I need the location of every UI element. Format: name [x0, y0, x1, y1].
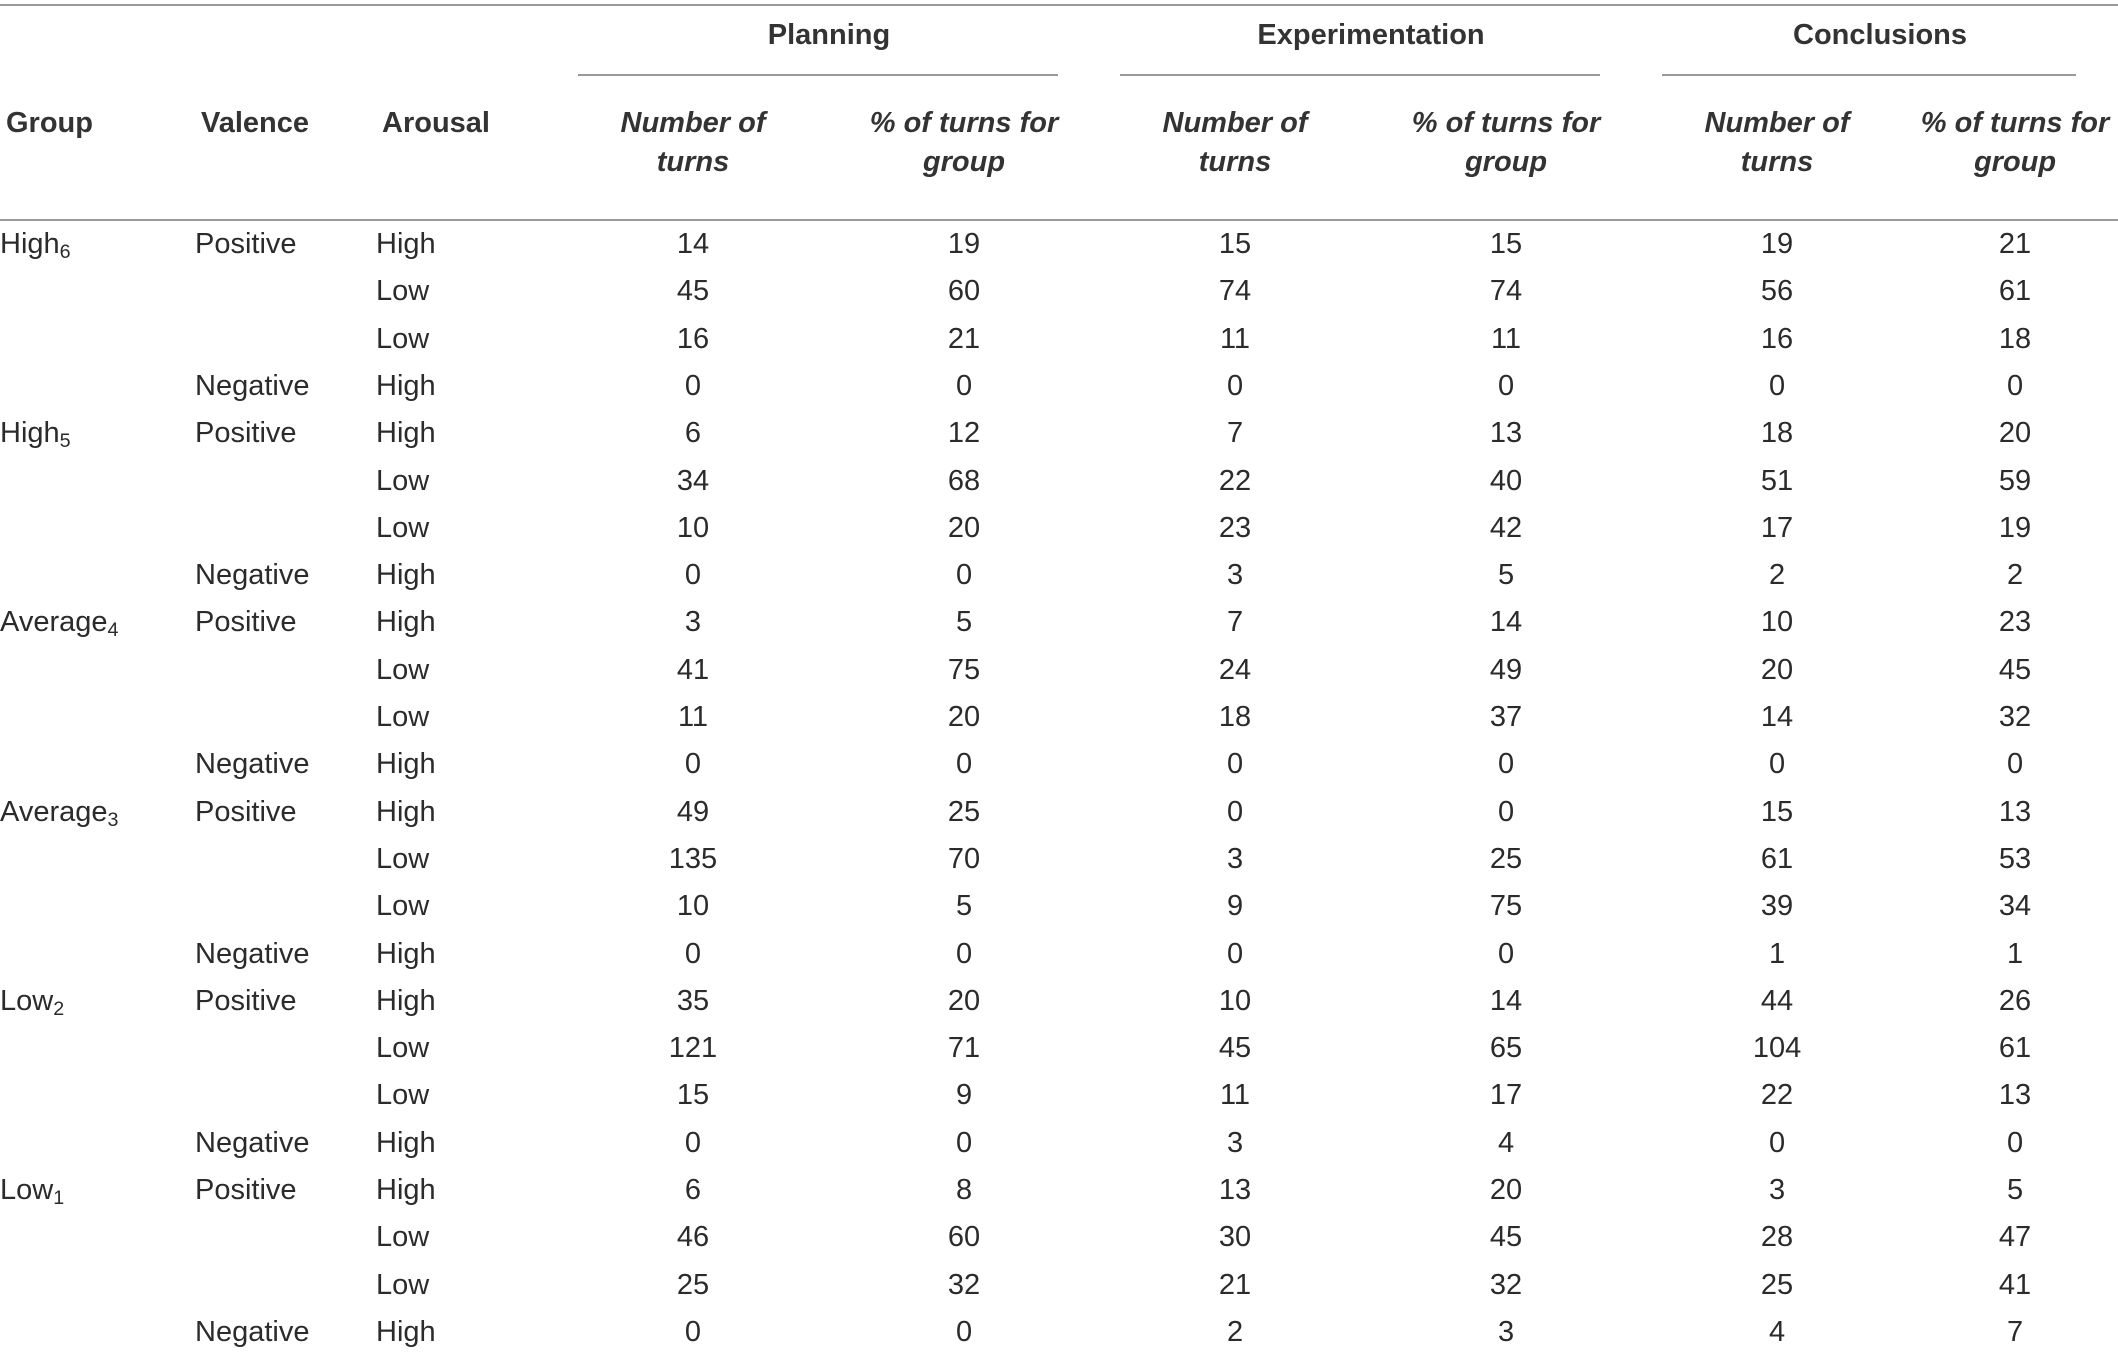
planning-turns-cell: 14 [676, 228, 710, 261]
planning-turns-cell: 0 [684, 937, 702, 970]
group-cell [0, 410, 195, 457]
group-subscript: 2 [53, 997, 65, 1020]
experimentation-percent-cell: 37 [1489, 701, 1523, 734]
conclusions-turns-cell: 25 [1760, 1268, 1794, 1301]
table-row [0, 220, 2118, 268]
group-name: Low [0, 984, 54, 1017]
group-cell [0, 789, 195, 836]
group-cell [0, 1309, 195, 1356]
group-cell [0, 1167, 195, 1214]
valence-cell [195, 505, 376, 552]
conclusions-percent-cell: 5 [2006, 1174, 2024, 1207]
experimentation-percent-cell: 40 [1489, 464, 1523, 497]
planning-turns-cell: 0 [684, 1315, 702, 1348]
table-row [0, 1214, 2118, 1261]
planning-percent-cell: 71 [947, 1032, 981, 1065]
valence-cell [195, 316, 376, 363]
group-cell [0, 978, 195, 1025]
header-line: turns [1740, 146, 1814, 179]
group-cell [0, 505, 195, 552]
experimentation-percent-cell: 32 [1489, 1268, 1523, 1301]
conclusions-percent-cell: 41 [1998, 1268, 2032, 1301]
planning-turns-cell: 10 [676, 890, 710, 923]
group-cell [0, 883, 195, 930]
valence-cell [195, 1025, 376, 1072]
experimentation-turns-cell: 45 [1218, 1032, 1252, 1065]
header-line: turns [1198, 146, 1272, 179]
experimentation-turns-cell: 0 [1226, 937, 1244, 970]
group-column-header: Group [6, 107, 93, 139]
group-cell [0, 363, 195, 410]
conclusions-percent-cell: 32 [1998, 701, 2032, 734]
experimentation-turns-cell: 21 [1218, 1268, 1252, 1301]
planning-percent-cell: 12 [947, 417, 981, 450]
conclusions-turns-cell: 51 [1760, 464, 1794, 497]
planning-turns-cell: 0 [684, 748, 702, 781]
planning-turns-cell: 0 [684, 369, 702, 402]
experimentation-percent-cell: 13 [1489, 417, 1523, 450]
planning-turns-cell: 11 [677, 701, 709, 734]
group-name: Average [0, 795, 108, 828]
experimentation-turns-cell: 23 [1218, 511, 1252, 544]
conclusions-turns-cell: 20 [1760, 653, 1794, 686]
percent-turns-header [828, 84, 1100, 220]
table-row [0, 1262, 2118, 1309]
group-cell [0, 1262, 195, 1309]
valence-cell [195, 457, 376, 504]
conclusions-turns-cell: 15 [1760, 795, 1794, 828]
number-of-turns-header [1642, 84, 1912, 220]
experimentation-turns-cell: 3 [1226, 559, 1244, 592]
planning-turns-cell: 10 [676, 511, 710, 544]
data-table [0, 4, 2118, 1356]
conclusions-percent-cell: 2 [2006, 559, 2024, 592]
table-row [0, 1309, 2118, 1356]
experimentation-percent-cell: 5 [1497, 559, 1515, 592]
arousal-cell: High [376, 606, 436, 639]
header-line: group [1464, 146, 1548, 179]
experimentation-percent-cell: 4 [1497, 1126, 1515, 1159]
group-cell [0, 552, 195, 599]
table-row [0, 1167, 2118, 1214]
arousal-cell: Low [376, 464, 430, 497]
table-row [0, 599, 2118, 646]
phase-divider [1120, 74, 1600, 76]
arousal-cell: High [376, 559, 436, 592]
conclusions-turns-cell: 104 [1752, 1032, 1802, 1065]
planning-turns-cell: 16 [676, 322, 710, 355]
conclusions-turns-cell: 39 [1760, 890, 1794, 923]
group-subscript: 6 [59, 241, 71, 263]
experimentation-percent-cell: 15 [1489, 228, 1523, 261]
group-cell [0, 1025, 195, 1072]
arousal-cell: High [376, 1126, 436, 1159]
valence-cell: Negative [195, 937, 310, 970]
table-row [0, 552, 2118, 599]
valence-cell [195, 836, 376, 883]
arousal-cell: Low [376, 653, 430, 686]
conclusions-percent-cell: 61 [1998, 1032, 2032, 1065]
planning-turns-cell: 35 [676, 984, 710, 1017]
empty-header-cell [195, 5, 376, 84]
planning-turns-cell: 6 [684, 417, 702, 450]
valence-column-header: Valence [201, 107, 310, 139]
group-subscript: 3 [107, 808, 119, 831]
conclusions-turns-cell: 1 [1768, 937, 1786, 970]
conclusions-percent-cell: 26 [1998, 984, 2032, 1017]
experimentation-percent-cell: 11 [1490, 322, 1522, 355]
header-line: turns [656, 146, 730, 179]
arousal-cell: Low [376, 1079, 430, 1112]
conclusions-turns-cell: 10 [1760, 606, 1794, 639]
experimentation-percent-cell: 25 [1489, 842, 1523, 875]
table-body [0, 220, 2118, 1356]
valence-cell: Positive [195, 1174, 297, 1207]
valence-cell: Negative [195, 748, 310, 781]
header-line: % of turns for [869, 107, 1059, 139]
planning-percent-cell: 0 [955, 748, 973, 781]
arousal-cell: Low [376, 842, 430, 875]
conclusions-turns-cell: 19 [1760, 228, 1794, 261]
valence-cell: Positive [195, 228, 297, 261]
conclusions-percent-cell: 18 [1998, 322, 2032, 355]
arousal-cell: High [376, 1174, 436, 1207]
experimentation-percent-cell: 65 [1489, 1032, 1523, 1065]
planning-percent-cell: 25 [947, 795, 981, 828]
group-cell [0, 741, 195, 788]
group-cell [0, 694, 195, 741]
empty-header-cell [0, 5, 195, 84]
group-name: Average [0, 606, 108, 639]
arousal-cell: Low [376, 322, 430, 355]
experimentation-percent-cell: 49 [1489, 653, 1523, 686]
experimentation-turns-cell: 18 [1218, 701, 1252, 734]
planning-percent-cell: 32 [947, 1268, 981, 1301]
conclusions-percent-cell: 23 [1998, 606, 2032, 639]
planning-percent-cell: 0 [955, 559, 973, 592]
table-row [0, 1072, 2118, 1119]
group-subscript: 1 [53, 1186, 65, 1209]
conclusions-turns-cell: 3 [1768, 1174, 1786, 1207]
conclusions-turns-cell: 14 [1760, 701, 1794, 734]
valence-cell [195, 1214, 376, 1261]
valence-cell [195, 1262, 376, 1309]
valence-cell: Positive [195, 984, 297, 1017]
planning-percent-cell: 0 [955, 1126, 973, 1159]
table-row [0, 268, 2118, 315]
conclusions-turns-cell: 0 [1768, 1126, 1786, 1159]
valence-cell [195, 883, 376, 930]
table-row [0, 1025, 2118, 1072]
planning-percent-cell: 75 [947, 653, 981, 686]
table-header [0, 5, 2118, 220]
conclusions-percent-cell: 7 [2006, 1315, 2024, 1348]
phase-label: Planning [767, 19, 891, 52]
conclusions-turns-cell: 18 [1760, 417, 1794, 450]
arousal-cell: Low [376, 701, 430, 734]
table-row [0, 836, 2118, 883]
planning-percent-cell: 60 [947, 275, 981, 308]
planning-percent-cell: 60 [947, 1221, 981, 1254]
conclusions-turns-cell: 28 [1760, 1221, 1794, 1254]
group-cell [0, 1214, 195, 1261]
percent-turns-header [1370, 84, 1642, 220]
arousal-cell: Low [376, 1268, 430, 1301]
arousal-cell: High [376, 984, 436, 1017]
table-row [0, 457, 2118, 504]
conclusions-percent-cell: 13 [1998, 1079, 2032, 1112]
valence-cell [195, 694, 376, 741]
conclusions-percent-cell: 34 [1998, 890, 2032, 923]
conclusions-turns-cell: 22 [1760, 1079, 1794, 1112]
group-cell [0, 268, 195, 315]
planning-turns-cell: 6 [684, 1174, 702, 1207]
conclusions-turns-cell: 17 [1760, 511, 1794, 544]
table-row [0, 694, 2118, 741]
planning-percent-cell: 9 [955, 1079, 973, 1112]
arousal-cell: High [376, 228, 436, 261]
header-line: group [1973, 146, 2057, 179]
arousal-column-header: Arousal [382, 107, 490, 139]
phase-header-conclusions [1642, 5, 2118, 84]
conclusions-percent-cell: 0 [2006, 369, 2024, 402]
arousal-cell: High [376, 417, 436, 450]
table-row [0, 741, 2118, 788]
number-of-turns-header [558, 84, 828, 220]
conclusions-turns-cell: 2 [1768, 559, 1786, 592]
table-row [0, 505, 2118, 552]
conclusions-percent-cell: 53 [1998, 842, 2032, 875]
conclusions-percent-cell: 1 [2006, 937, 2024, 970]
valence-cell: Negative [195, 369, 310, 402]
experimentation-turns-cell: 30 [1218, 1221, 1252, 1254]
phase-header-planning [558, 5, 1100, 84]
table-row [0, 930, 2118, 977]
experimentation-turns-cell: 11 [1219, 322, 1251, 355]
experimentation-percent-cell: 20 [1489, 1174, 1523, 1207]
header-line: Number of [1162, 107, 1308, 139]
planning-turns-cell: 46 [676, 1221, 710, 1254]
experimentation-turns-cell: 9 [1226, 890, 1244, 923]
experimentation-percent-cell: 75 [1489, 890, 1523, 923]
experimentation-percent-cell: 45 [1489, 1221, 1523, 1254]
group-cell [0, 1120, 195, 1167]
valence-cell [195, 647, 376, 694]
valence-cell: Positive [195, 606, 297, 639]
experimentation-turns-cell: 3 [1226, 1126, 1244, 1159]
planning-percent-cell: 20 [947, 701, 981, 734]
arousal-cell: Low [376, 1032, 430, 1065]
experimentation-percent-cell: 17 [1489, 1079, 1523, 1112]
group-name: High [0, 417, 60, 450]
experimentation-percent-cell: 3 [1497, 1315, 1515, 1348]
conclusions-turns-cell: 44 [1760, 984, 1794, 1017]
experimentation-turns-cell: 10 [1218, 984, 1252, 1017]
phase-header-experimentation [1100, 5, 1642, 84]
planning-percent-cell: 0 [955, 369, 973, 402]
group-name: High [0, 228, 60, 261]
experimentation-percent-cell: 42 [1489, 511, 1523, 544]
experimentation-turns-cell: 0 [1226, 369, 1244, 402]
arousal-cell: High [376, 748, 436, 781]
valence-cell [195, 268, 376, 315]
experimentation-turns-cell: 2 [1226, 1315, 1244, 1348]
arousal-cell: High [376, 937, 436, 970]
planning-percent-cell: 68 [947, 464, 981, 497]
planning-percent-cell: 20 [947, 511, 981, 544]
planning-turns-cell: 135 [668, 842, 718, 875]
arousal-cell: Low [376, 511, 430, 544]
table-row [0, 363, 2118, 410]
valence-cell: Negative [195, 1315, 310, 1348]
table-row [0, 647, 2118, 694]
planning-turns-cell: 15 [676, 1079, 710, 1112]
conclusions-percent-cell: 45 [1998, 653, 2032, 686]
conclusions-turns-cell: 0 [1768, 748, 1786, 781]
group-cell [0, 220, 195, 268]
conclusions-percent-cell: 13 [1998, 795, 2032, 828]
experimentation-percent-cell: 14 [1489, 984, 1523, 1017]
phase-header-row [0, 5, 2118, 84]
experimentation-percent-cell: 0 [1497, 369, 1515, 402]
arousal-cell: Low [376, 1221, 430, 1254]
planning-percent-cell: 8 [955, 1174, 973, 1207]
empty-header-cell [376, 5, 558, 84]
group-cell [0, 647, 195, 694]
phase-label: Conclusions [1793, 19, 1968, 52]
group-name: Low [0, 1174, 54, 1207]
phase-divider [578, 74, 1058, 76]
valence-cell: Positive [195, 417, 297, 450]
planning-turns-cell: 121 [668, 1032, 718, 1065]
planning-percent-cell: 5 [955, 606, 973, 639]
column-header-row [0, 84, 2118, 220]
valence-cell: Negative [195, 559, 310, 592]
valence-cell [195, 1072, 376, 1119]
conclusions-turns-cell: 4 [1768, 1315, 1786, 1348]
conclusions-percent-cell: 0 [2006, 748, 2024, 781]
conclusions-percent-cell: 61 [1998, 275, 2032, 308]
header-line: % of turns for [1411, 107, 1601, 139]
table-row [0, 978, 2118, 1025]
table-row [0, 316, 2118, 363]
conclusions-percent-cell: 0 [2006, 1126, 2024, 1159]
planning-percent-cell: 70 [947, 842, 981, 875]
arousal-cell: High [376, 369, 436, 402]
planning-turns-cell: 45 [676, 275, 710, 308]
group-cell [0, 930, 195, 977]
percent-turns-header [1912, 84, 2118, 220]
conclusions-percent-cell: 59 [1998, 464, 2032, 497]
experimentation-turns-cell: 15 [1218, 228, 1252, 261]
planning-turns-cell: 3 [684, 606, 702, 639]
arousal-cell: High [376, 795, 436, 828]
group-subscript: 5 [59, 430, 71, 453]
conclusions-percent-cell: 19 [1998, 511, 2032, 544]
experimentation-turns-cell: 24 [1218, 653, 1252, 686]
header-line: Number of [620, 107, 766, 139]
experimentation-turns-cell: 13 [1218, 1174, 1252, 1207]
group-cell [0, 457, 195, 504]
conclusions-turns-cell: 61 [1760, 842, 1794, 875]
valence-cell: Positive [195, 795, 297, 828]
experimentation-turns-cell: 7 [1226, 417, 1244, 450]
planning-turns-cell: 25 [676, 1268, 710, 1301]
table-row [0, 1120, 2118, 1167]
experimentation-percent-cell: 0 [1497, 937, 1515, 970]
planning-percent-cell: 19 [947, 228, 981, 261]
experimentation-turns-cell: 0 [1226, 795, 1244, 828]
planning-percent-cell: 20 [947, 984, 981, 1017]
experimentation-percent-cell: 74 [1489, 275, 1523, 308]
planning-turns-cell: 0 [684, 559, 702, 592]
planning-percent-cell: 0 [955, 937, 973, 970]
experimentation-percent-cell: 0 [1497, 748, 1515, 781]
experimentation-turns-cell: 0 [1226, 748, 1244, 781]
experimentation-turns-cell: 7 [1226, 606, 1244, 639]
conclusions-turns-cell: 16 [1760, 322, 1794, 355]
phase-label: Experimentation [1257, 19, 1485, 52]
arousal-cell: Low [376, 890, 430, 923]
experimentation-turns-cell: 11 [1219, 1079, 1251, 1112]
experimentation-turns-cell: 74 [1218, 275, 1252, 308]
group-cell [0, 836, 195, 883]
header-line: % of turns for [1920, 107, 2110, 139]
experimentation-turns-cell: 22 [1218, 464, 1252, 497]
conclusions-percent-cell: 47 [1998, 1221, 2032, 1254]
group-subscript: 4 [107, 619, 119, 642]
valence-cell: Negative [195, 1126, 310, 1159]
table-row [0, 410, 2118, 457]
group-cell [0, 1072, 195, 1119]
planning-turns-cell: 0 [684, 1126, 702, 1159]
header-line: Number of [1704, 107, 1850, 139]
conclusions-turns-cell: 0 [1768, 369, 1786, 402]
phase-divider [1662, 74, 2076, 76]
group-cell [0, 316, 195, 363]
conclusions-percent-cell: 20 [1998, 417, 2032, 450]
planning-turns-cell: 49 [676, 795, 710, 828]
arousal-cell: High [376, 1315, 436, 1348]
experimentation-percent-cell: 0 [1497, 795, 1515, 828]
conclusions-percent-cell: 21 [1998, 228, 2032, 261]
planning-turns-cell: 34 [676, 464, 710, 497]
planning-percent-cell: 21 [947, 322, 981, 355]
arousal-cell: Low [376, 275, 430, 308]
experimentation-turns-cell: 3 [1226, 842, 1244, 875]
number-of-turns-header [1100, 84, 1370, 220]
table-row [0, 789, 2118, 836]
header-line: group [922, 146, 1006, 179]
conclusions-turns-cell: 56 [1760, 275, 1794, 308]
planning-percent-cell: 0 [955, 1315, 973, 1348]
table-row [0, 883, 2118, 930]
planning-percent-cell: 5 [955, 890, 973, 923]
group-cell [0, 599, 195, 646]
planning-turns-cell: 41 [676, 653, 710, 686]
experimentation-percent-cell: 14 [1489, 606, 1523, 639]
